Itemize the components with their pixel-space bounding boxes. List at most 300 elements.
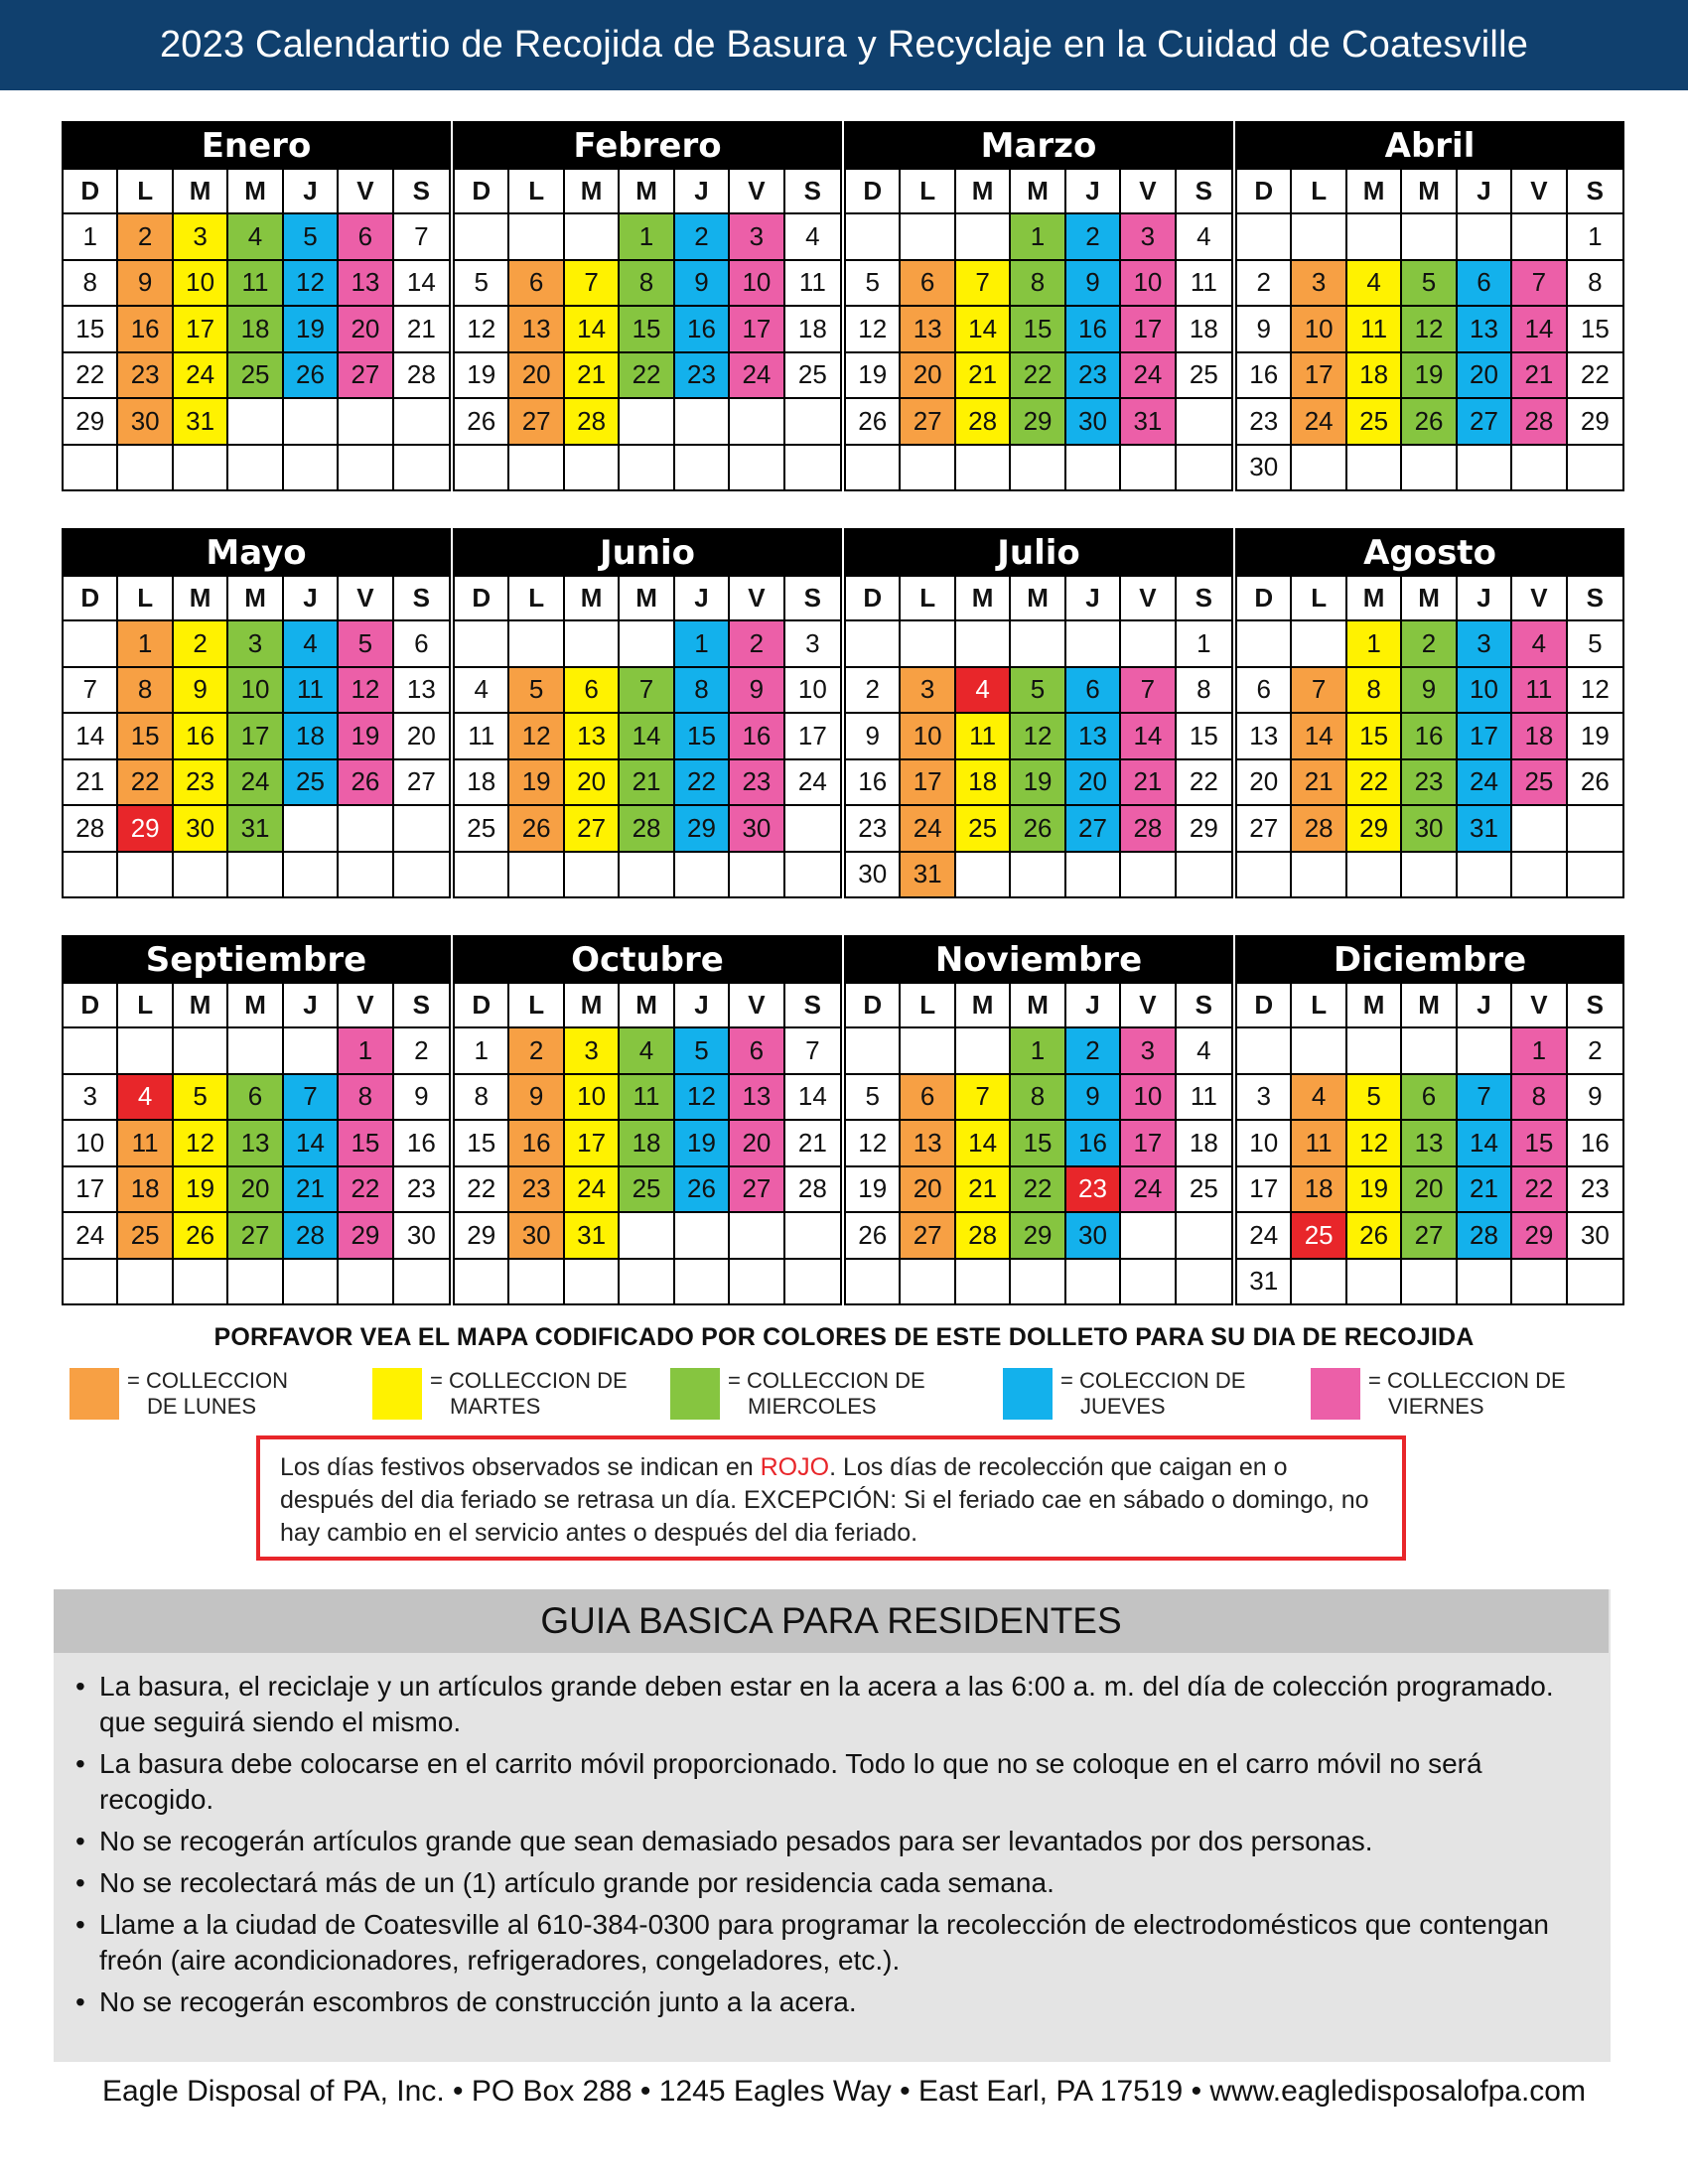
day-cell: 8 xyxy=(675,666,730,713)
weekday-header: J xyxy=(1458,168,1512,212)
week-row xyxy=(846,444,1231,490)
day-cell: 8 xyxy=(620,259,674,306)
day-cell: 16 xyxy=(1066,1119,1121,1165)
day-cell: 18 xyxy=(1512,712,1567,758)
week-row xyxy=(846,1165,1231,1212)
day-cell: 22 xyxy=(620,351,674,398)
day-cell: 29 xyxy=(1568,397,1622,444)
day-cell xyxy=(1568,1258,1622,1304)
day-cell: 24 xyxy=(901,804,955,851)
week-row xyxy=(455,351,840,398)
day-cell: 18 xyxy=(228,305,283,351)
month-title: Julio xyxy=(846,530,1231,575)
week-row xyxy=(455,444,840,490)
day-cell: 20 xyxy=(228,1165,283,1212)
week-row xyxy=(1237,397,1622,444)
day-cell: 12 xyxy=(1011,712,1065,758)
day-cell xyxy=(956,851,1011,897)
day-cell: 21 xyxy=(394,305,449,351)
month-calendar xyxy=(1235,935,1624,1305)
day-cell: 28 xyxy=(956,1211,1011,1258)
day-cell: 19 xyxy=(509,758,564,805)
day-cell xyxy=(620,397,674,444)
day-cell: 30 xyxy=(118,397,173,444)
day-cell: 8 xyxy=(1568,259,1622,306)
day-cell: 21 xyxy=(1458,1165,1512,1212)
legend-label xyxy=(430,1368,628,1420)
day-cell xyxy=(64,851,118,897)
day-cell: 13 xyxy=(509,305,564,351)
week-row xyxy=(1237,1026,1622,1073)
day-cell xyxy=(1402,1258,1457,1304)
month-title: Enero xyxy=(64,123,449,168)
day-cell: 16 xyxy=(118,305,173,351)
day-cell: 31 xyxy=(1237,1258,1292,1304)
weekday-header-row xyxy=(1237,168,1622,212)
week-row xyxy=(1237,851,1622,897)
week-row xyxy=(846,1211,1231,1258)
day-cell xyxy=(1292,212,1346,259)
week-row xyxy=(64,666,449,713)
day-cell: 3 xyxy=(1121,1026,1176,1073)
holiday-note-rest: . Los días de recolección que caigan en o después del dia feriado se retrasa un día. EXCEPCIÓN: Si el feriado cae en sábado o domingo, no hay cambio en el servicio antes o después del dia feriado. xyxy=(280,1453,1369,1547)
day-cell xyxy=(846,1026,901,1073)
day-cell xyxy=(901,212,955,259)
day-cell: 21 xyxy=(565,351,620,398)
day-cell: 8 xyxy=(64,259,118,306)
legend-label-line2: MIERCOLES xyxy=(748,1394,877,1419)
day-cell: 22 xyxy=(1512,1165,1567,1212)
weekday-header: V xyxy=(730,168,784,212)
day-cell: 22 xyxy=(1177,758,1231,805)
weekday-header-row xyxy=(455,982,840,1026)
week-row xyxy=(846,397,1231,444)
day-cell: 11 xyxy=(1177,259,1231,306)
day-cell: 29 xyxy=(118,804,173,851)
day-cell: 17 xyxy=(785,712,840,758)
weekday-header-row xyxy=(64,168,449,212)
day-cell: 14 xyxy=(956,305,1011,351)
month-title: Septiembre xyxy=(64,937,449,982)
day-cell: 10 xyxy=(64,1119,118,1165)
day-cell: 3 xyxy=(1237,1073,1292,1120)
day-cell xyxy=(174,1258,228,1304)
day-cell: 12 xyxy=(1347,1119,1402,1165)
weekday-header: J xyxy=(1458,982,1512,1026)
day-cell: 9 xyxy=(174,666,228,713)
day-cell xyxy=(785,851,840,897)
week-row xyxy=(1237,666,1622,713)
day-cell xyxy=(1458,851,1512,897)
day-cell: 17 xyxy=(1237,1165,1292,1212)
weekday-header: S xyxy=(394,168,449,212)
day-cell xyxy=(1512,212,1567,259)
day-cell xyxy=(228,851,283,897)
day-cell xyxy=(284,804,339,851)
week-row xyxy=(1237,212,1622,259)
day-cell: 5 xyxy=(1568,619,1622,666)
day-cell: 6 xyxy=(339,212,393,259)
day-cell: 14 xyxy=(394,259,449,306)
day-cell: 5 xyxy=(455,259,509,306)
day-cell: 2 xyxy=(1568,1026,1622,1073)
day-cell: 6 xyxy=(730,1026,784,1073)
day-cell: 21 xyxy=(284,1165,339,1212)
day-cell: 28 xyxy=(565,397,620,444)
weekday-header: M xyxy=(620,168,674,212)
weekday-header: J xyxy=(1066,575,1121,619)
day-cell xyxy=(1347,1258,1402,1304)
weekday-header: L xyxy=(901,168,955,212)
weekday-header: V xyxy=(339,575,393,619)
day-cell: 18 xyxy=(284,712,339,758)
weekday-header: S xyxy=(394,982,449,1026)
week-row xyxy=(1237,619,1622,666)
legend-label xyxy=(1060,1368,1245,1420)
week-row xyxy=(455,397,840,444)
day-cell: 3 xyxy=(64,1073,118,1120)
month-calendar xyxy=(1235,121,1624,491)
day-cell: 9 xyxy=(730,666,784,713)
day-cell: 21 xyxy=(620,758,674,805)
day-cell: 16 xyxy=(1237,351,1292,398)
day-cell xyxy=(565,212,620,259)
week-row xyxy=(846,1073,1231,1120)
month-calendar xyxy=(62,528,451,898)
day-cell: 15 xyxy=(1177,712,1231,758)
day-cell: 25 xyxy=(455,804,509,851)
color-map-notice: PORFAVOR VEA EL MAPA CODIFICADO POR COLORES DE ESTE DOLLETO PARA SU DIA DE RECOJIDA xyxy=(213,1323,1475,1351)
day-cell: 11 xyxy=(956,712,1011,758)
day-cell: 11 xyxy=(620,1073,674,1120)
day-cell: 28 xyxy=(64,804,118,851)
legend-swatch xyxy=(670,1368,720,1420)
day-cell: 18 xyxy=(1177,1119,1231,1165)
legend-swatch xyxy=(372,1368,422,1420)
day-cell: 10 xyxy=(901,712,955,758)
month-calendar xyxy=(62,935,451,1305)
day-cell: 15 xyxy=(1347,712,1402,758)
day-cell: 4 xyxy=(284,619,339,666)
day-cell xyxy=(339,397,393,444)
day-cell: 1 xyxy=(1512,1026,1567,1073)
day-cell xyxy=(64,1026,118,1073)
day-cell: 12 xyxy=(1402,305,1457,351)
day-cell: 24 xyxy=(785,758,840,805)
weekday-header: V xyxy=(730,575,784,619)
page-title-banner xyxy=(0,0,1688,90)
day-cell: 15 xyxy=(1512,1119,1567,1165)
day-cell xyxy=(284,851,339,897)
day-cell: 10 xyxy=(1237,1119,1292,1165)
day-cell: 19 xyxy=(339,712,393,758)
day-cell: 20 xyxy=(730,1119,784,1165)
day-cell xyxy=(174,1026,228,1073)
day-cell: 28 xyxy=(785,1165,840,1212)
weekday-header: L xyxy=(1292,168,1346,212)
day-cell: 26 xyxy=(1347,1211,1402,1258)
day-cell: 9 xyxy=(1402,666,1457,713)
day-cell xyxy=(620,1211,674,1258)
day-cell: 12 xyxy=(846,305,901,351)
day-cell: 23 xyxy=(675,351,730,398)
day-cell: 30 xyxy=(1568,1211,1622,1258)
week-row xyxy=(64,351,449,398)
day-cell xyxy=(228,1258,283,1304)
day-cell: 22 xyxy=(339,1165,393,1212)
day-cell: 4 xyxy=(1177,212,1231,259)
day-cell: 10 xyxy=(785,666,840,713)
day-cell: 15 xyxy=(1568,305,1622,351)
day-cell: 31 xyxy=(1458,804,1512,851)
day-cell xyxy=(1568,444,1622,490)
day-cell: 13 xyxy=(1402,1119,1457,1165)
weekday-header: M xyxy=(1402,168,1457,212)
month-calendar xyxy=(453,121,842,491)
week-row xyxy=(455,1258,840,1304)
day-cell xyxy=(1237,619,1292,666)
weekday-header: M xyxy=(174,982,228,1026)
month-title: Noviembre xyxy=(846,937,1231,982)
day-cell: 1 xyxy=(1347,619,1402,666)
weekday-header: D xyxy=(64,982,118,1026)
day-cell: 11 xyxy=(785,259,840,306)
day-cell: 27 xyxy=(1458,397,1512,444)
month-title: Diciembre xyxy=(1237,937,1622,982)
day-cell: 29 xyxy=(1347,804,1402,851)
day-cell xyxy=(565,1258,620,1304)
day-cell: 4 xyxy=(455,666,509,713)
day-cell: 28 xyxy=(284,1211,339,1258)
day-cell: 8 xyxy=(118,666,173,713)
weekday-header: M xyxy=(956,575,1011,619)
legend-item xyxy=(70,1368,288,1420)
day-cell: 13 xyxy=(901,305,955,351)
week-row xyxy=(455,1073,840,1120)
day-cell: 27 xyxy=(509,397,564,444)
week-row xyxy=(1237,758,1622,805)
day-cell: 21 xyxy=(1121,758,1176,805)
day-cell: 13 xyxy=(730,1073,784,1120)
day-cell: 26 xyxy=(339,758,393,805)
day-cell: 5 xyxy=(174,1073,228,1120)
week-row xyxy=(455,804,840,851)
weekday-header: M xyxy=(620,575,674,619)
week-row xyxy=(64,1211,449,1258)
weekday-header: D xyxy=(846,575,901,619)
day-cell: 20 xyxy=(509,351,564,398)
day-cell xyxy=(1512,1258,1567,1304)
weekday-header: M xyxy=(620,982,674,1026)
week-row xyxy=(455,851,840,897)
day-cell xyxy=(1347,212,1402,259)
day-cell: 4 xyxy=(1512,619,1567,666)
day-cell: 31 xyxy=(565,1211,620,1258)
day-cell: 29 xyxy=(1512,1211,1567,1258)
day-cell: 2 xyxy=(1066,1026,1121,1073)
week-row xyxy=(1237,259,1622,306)
day-cell xyxy=(1121,1211,1176,1258)
day-cell: 27 xyxy=(901,1211,955,1258)
day-cell xyxy=(339,1258,393,1304)
week-row xyxy=(846,1119,1231,1165)
day-cell: 25 xyxy=(620,1165,674,1212)
day-cell: 3 xyxy=(228,619,283,666)
day-cell: 6 xyxy=(1066,666,1121,713)
day-cell: 18 xyxy=(620,1119,674,1165)
day-cell: 26 xyxy=(1402,397,1457,444)
day-cell: 25 xyxy=(1177,351,1231,398)
day-cell xyxy=(284,444,339,490)
weekday-header: L xyxy=(118,168,173,212)
week-row xyxy=(455,259,840,306)
day-cell: 25 xyxy=(785,351,840,398)
day-cell: 19 xyxy=(174,1165,228,1212)
day-cell: 15 xyxy=(64,305,118,351)
weekday-header: L xyxy=(509,575,564,619)
day-cell: 19 xyxy=(846,1165,901,1212)
day-cell: 5 xyxy=(846,259,901,306)
day-cell: 22 xyxy=(118,758,173,805)
day-cell: 20 xyxy=(565,758,620,805)
day-cell xyxy=(1066,851,1121,897)
day-cell xyxy=(1568,851,1622,897)
day-cell xyxy=(1292,444,1346,490)
day-cell: 15 xyxy=(1011,1119,1065,1165)
legend-label xyxy=(1368,1368,1566,1420)
day-cell: 12 xyxy=(174,1119,228,1165)
day-cell: 23 xyxy=(174,758,228,805)
day-cell xyxy=(565,851,620,897)
month-title: Octubre xyxy=(455,937,840,982)
day-cell xyxy=(228,444,283,490)
day-cell xyxy=(620,851,674,897)
day-cell xyxy=(1121,1258,1176,1304)
week-row xyxy=(64,1165,449,1212)
week-row xyxy=(846,259,1231,306)
day-cell xyxy=(118,1258,173,1304)
day-cell: 17 xyxy=(730,305,784,351)
week-row xyxy=(846,351,1231,398)
day-cell xyxy=(565,444,620,490)
day-cell xyxy=(846,619,901,666)
day-cell: 13 xyxy=(1458,305,1512,351)
day-cell: 17 xyxy=(228,712,283,758)
day-cell: 4 xyxy=(1177,1026,1231,1073)
day-cell xyxy=(1512,444,1567,490)
weekday-header: L xyxy=(509,982,564,1026)
weekday-header: S xyxy=(1568,575,1622,619)
day-cell: 11 xyxy=(1177,1073,1231,1120)
weekday-header: M xyxy=(565,575,620,619)
day-cell: 27 xyxy=(394,758,449,805)
day-cell xyxy=(1292,1026,1346,1073)
day-cell: 18 xyxy=(1177,305,1231,351)
day-cell: 31 xyxy=(901,851,955,897)
weekday-header: M xyxy=(1402,575,1457,619)
week-row xyxy=(64,444,449,490)
day-cell: 11 xyxy=(118,1119,173,1165)
day-cell xyxy=(785,397,840,444)
weekday-header: M xyxy=(1347,168,1402,212)
week-row xyxy=(64,619,449,666)
day-cell: 26 xyxy=(509,804,564,851)
guide-item: • Llame a la ciudad de Coatesville al 610-384-0300 para programar la recolección de electrodomésticos que contengan freón (aire acondicionadores, refrigeradores, congeladores, etc.). xyxy=(75,1907,1587,1979)
day-cell: 7 xyxy=(1292,666,1346,713)
day-cell: 2 xyxy=(1237,259,1292,306)
weekday-header: M xyxy=(1011,575,1065,619)
day-cell: 28 xyxy=(620,804,674,851)
weekday-header: M xyxy=(228,982,283,1026)
weekday-header: V xyxy=(1512,168,1567,212)
day-cell: 22 xyxy=(1011,351,1065,398)
day-cell xyxy=(1292,1258,1346,1304)
day-cell: 9 xyxy=(394,1073,449,1120)
weekday-header: D xyxy=(1237,982,1292,1026)
day-cell xyxy=(1458,1258,1512,1304)
day-cell: 14 xyxy=(565,305,620,351)
resident-guide xyxy=(54,1589,1611,2062)
day-cell: 29 xyxy=(1177,804,1231,851)
day-cell: 2 xyxy=(509,1026,564,1073)
day-cell: 16 xyxy=(675,305,730,351)
weekday-header: V xyxy=(730,982,784,1026)
day-cell: 22 xyxy=(455,1165,509,1212)
day-cell: 12 xyxy=(509,712,564,758)
day-cell: 16 xyxy=(1568,1119,1622,1165)
day-cell: 19 xyxy=(675,1119,730,1165)
day-cell: 2 xyxy=(174,619,228,666)
day-cell xyxy=(174,851,228,897)
week-row xyxy=(64,851,449,897)
weekday-header: V xyxy=(1512,982,1567,1026)
day-cell: 3 xyxy=(1458,619,1512,666)
day-cell: 5 xyxy=(284,212,339,259)
weekday-header: J xyxy=(1458,575,1512,619)
day-cell xyxy=(509,212,564,259)
week-row xyxy=(846,804,1231,851)
day-cell: 5 xyxy=(339,619,393,666)
day-cell xyxy=(1177,851,1231,897)
legend-label-line1: = COLECCION DE xyxy=(1060,1368,1246,1393)
day-cell: 6 xyxy=(901,1073,955,1120)
day-cell: 19 xyxy=(455,351,509,398)
day-cell: 16 xyxy=(394,1119,449,1165)
day-cell: 18 xyxy=(1347,351,1402,398)
day-cell xyxy=(730,1211,784,1258)
day-cell: 22 xyxy=(1568,351,1622,398)
week-row xyxy=(64,758,449,805)
day-cell: 27 xyxy=(1402,1211,1457,1258)
day-cell: 1 xyxy=(339,1026,393,1073)
day-cell: 28 xyxy=(394,351,449,398)
day-cell: 29 xyxy=(64,397,118,444)
day-cell: 24 xyxy=(565,1165,620,1212)
day-cell: 29 xyxy=(675,804,730,851)
day-cell xyxy=(228,397,283,444)
weekday-header: L xyxy=(1292,982,1346,1026)
day-cell: 27 xyxy=(730,1165,784,1212)
month-calendar xyxy=(844,121,1233,491)
day-cell: 21 xyxy=(1292,758,1346,805)
day-cell: 13 xyxy=(901,1119,955,1165)
legend-label xyxy=(728,1368,925,1420)
day-cell: 21 xyxy=(956,351,1011,398)
day-cell xyxy=(730,397,784,444)
day-cell: 8 xyxy=(455,1073,509,1120)
day-cell: 7 xyxy=(284,1073,339,1120)
week-row xyxy=(455,305,840,351)
